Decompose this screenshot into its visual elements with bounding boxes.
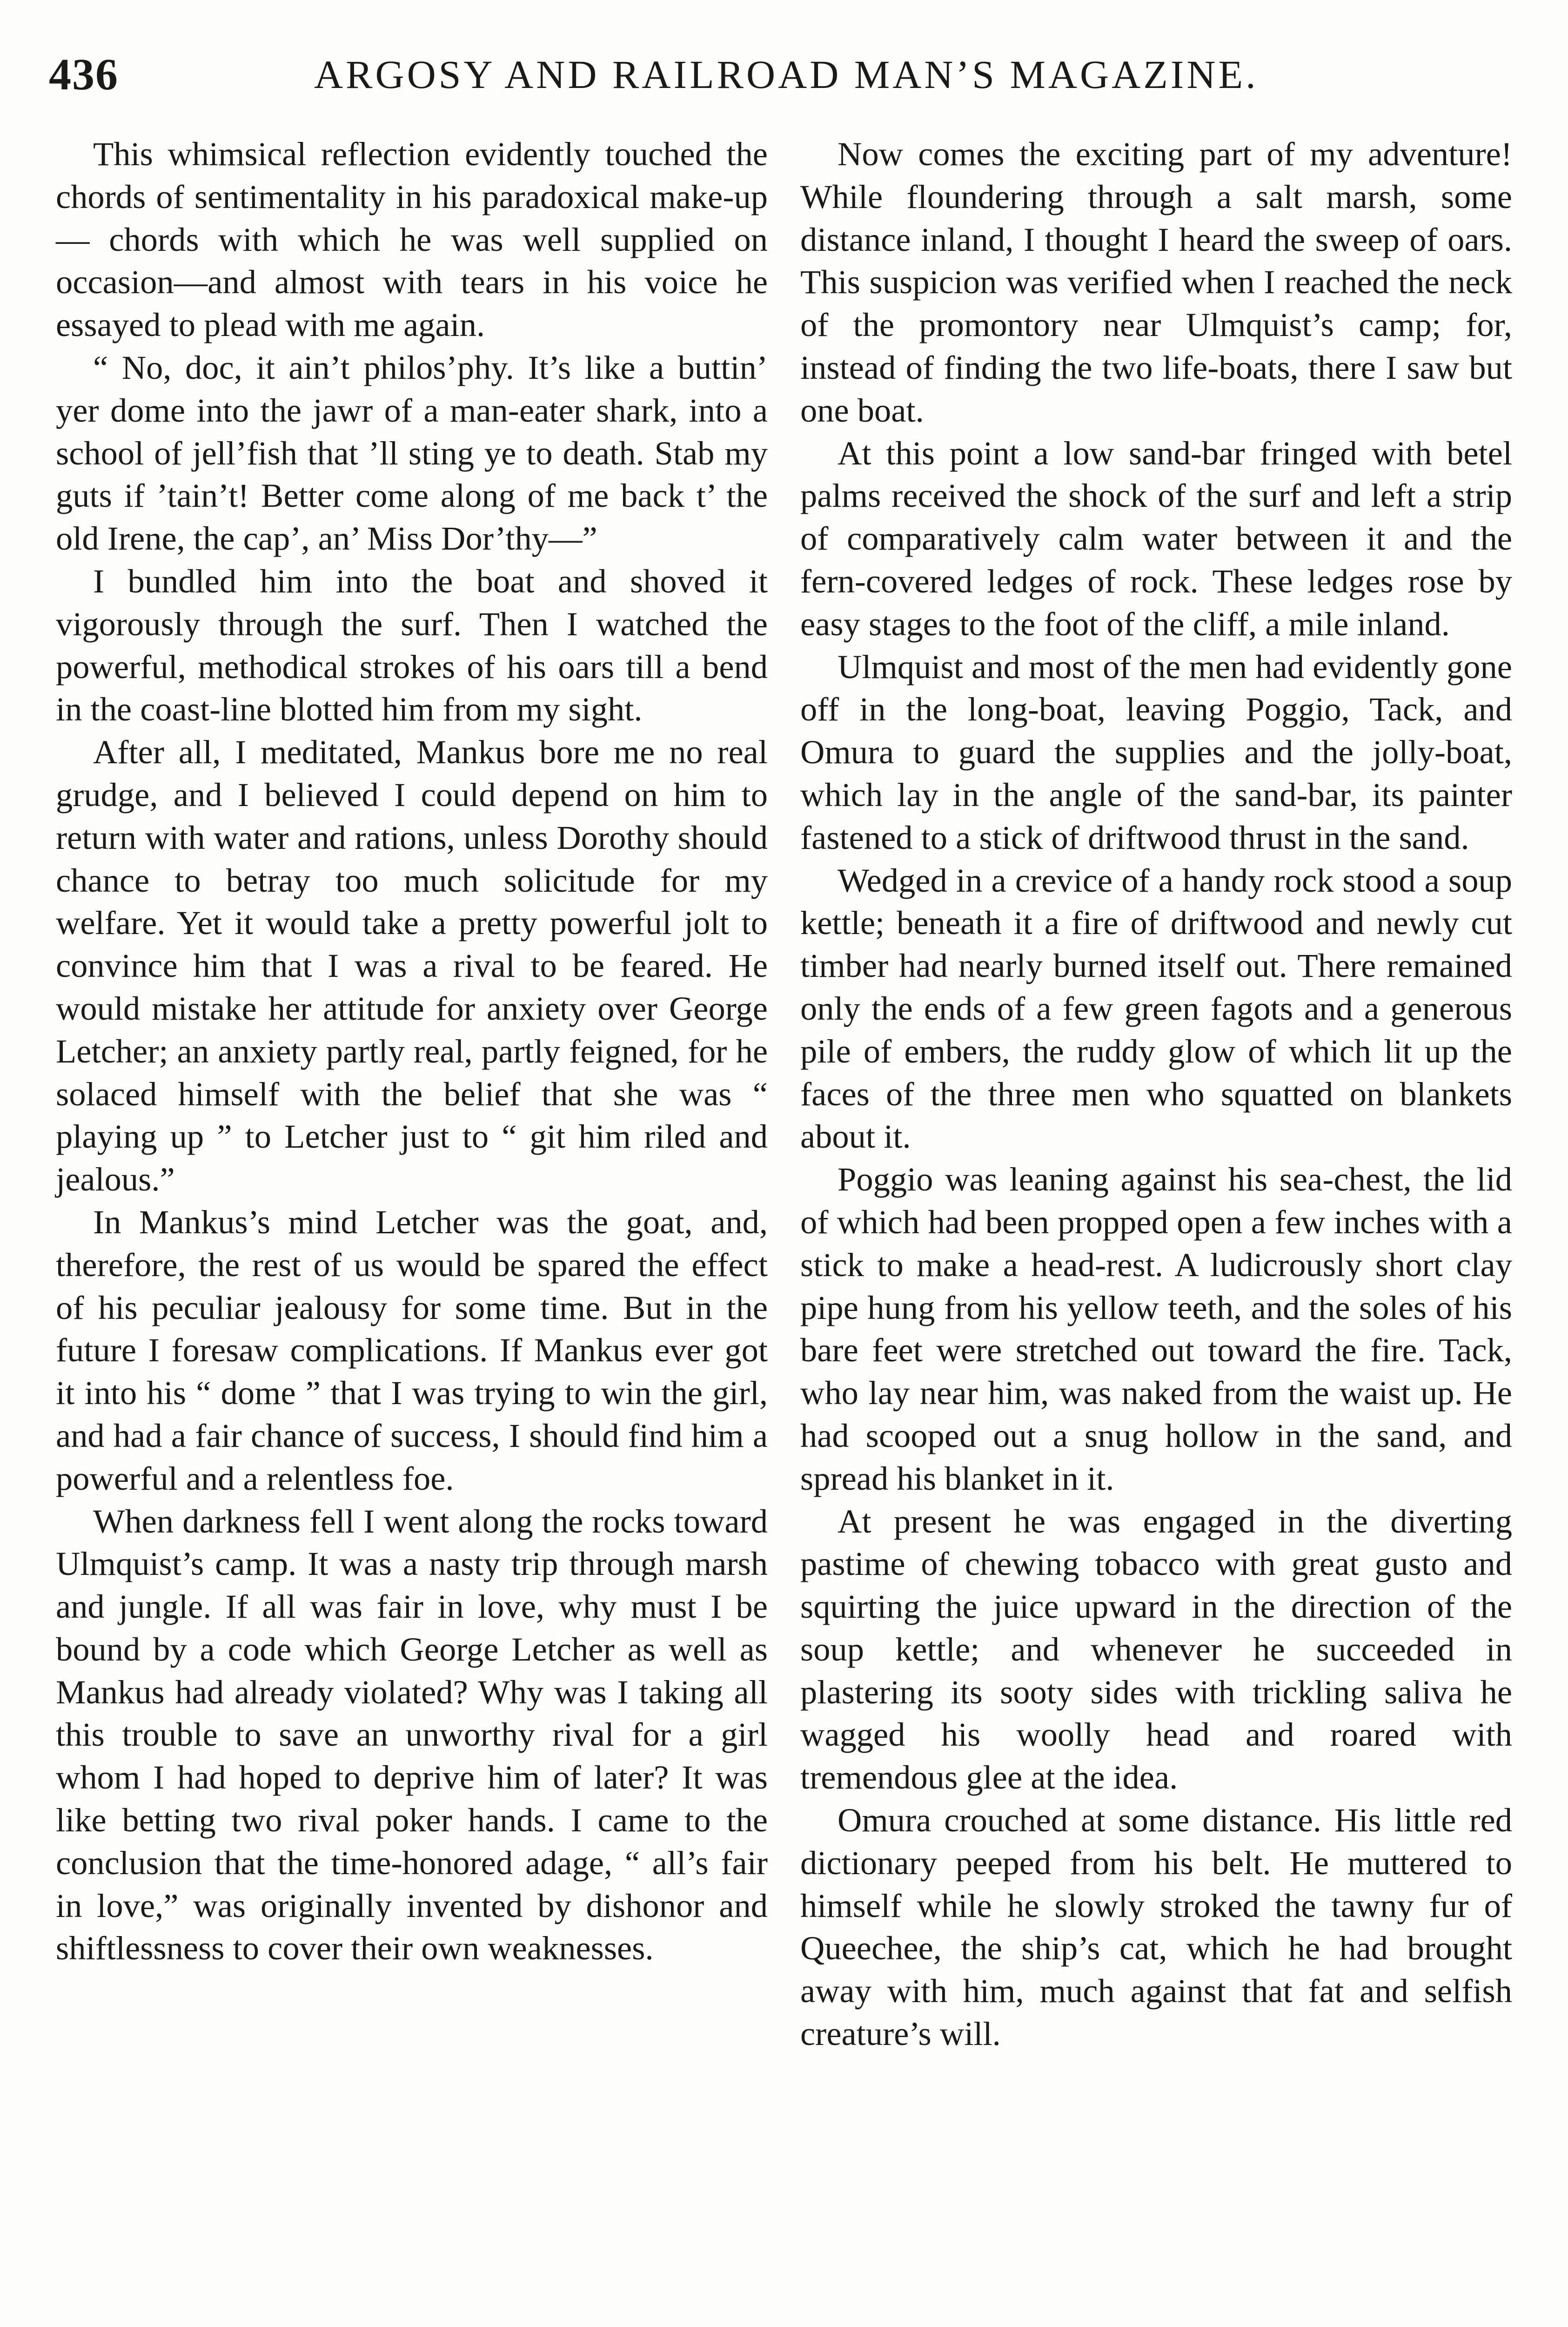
paragraph: In Mankus’s mind Letcher was the goat, and, therefore, the rest of us would be spared the effect of his peculiar jealousy for some time. But in the future I foresaw complications. If Mankus ever got it into his “ dome ” that I was trying to win the girl, and had a fair chance of success, I should find him a powerful and a relentless foe. [56, 1203, 768, 1497]
paragraph: After all, I meditated, Mankus bore me no real grudge, and I believed I could depend on him to return with water and rations, unless Dorothy should chance to betray too much solicitude for my welfare. Yet it would take a pretty powerful jolt to convince him that I was a rival to be feared. He would mistake her attitude for anxiety over George Letcher; an anxiety partly real, partly feigned, for he solaced himself with the belief that she was “ playing up ” to Letcher just to “ git him riled and jealous.” [56, 733, 768, 1198]
paragraph: At present he was engaged in the diverting pastime of chewing tobacco with great gusto and squirting the juice upward in the direction of the soup kettle; and whenever he succeeded in plastering its sooty sides with trickling saliva he wagged his woolly head and roared with tremendous glee at the idea. [800, 1502, 1512, 1796]
paragraph: Poggio was leaning against his sea-chest, the lid of which had been propped open a few inches with a stick to make a head-rest. A ludicrously short clay pipe hung from his yellow teeth, and the soles of his bare feet were stretched out toward the fire. Tack, who lay near him, was naked from the waist up. He had scooped out a snug hollow in the sand, and spread his blanket in it. [800, 1160, 1512, 1497]
paragraph: I bundled him into the boat and shoved it vigorously through the surf. Then I watched the powerful, methodical strokes of his oars till a bend in the coast-line blotted him from my sight. [56, 562, 768, 728]
paragraph: When darkness fell I went along the rocks toward Ulmquist’s camp. It was a nasty trip through marsh and jungle. If all was fair in love, why must I be bound by a code which George Letcher as well as Mankus had already violated? Why was I taking all this trouble to save an unworthy rival for a girl whom I had hoped to deprive him of later? It was like betting two rival poker hands. I came to the conclusion that the time-honored adage, “ all’s fair in love,” was originally invented by dishonor and shiftlessness to cover their own weaknesses. [56, 1502, 768, 1967]
paragraph: This whimsical reflection evidently touched the chords of sentimentality in his paradoxical make-up — chords with which he was well supplied on occasion—and almost with tears in his voice he essayed to plead with me again. [56, 135, 768, 344]
paragraph: Now comes the exciting part of my adventure! While floundering through a salt marsh, some distance inland, I thought I heard the sweep of oars. This suspicion was verified when I reached the neck of the promontory near Ulmquist’s camp; for, instead of finding the two life-boats, there I saw but one boat. [800, 135, 1512, 429]
right-column [800, 133, 1512, 2055]
page-number: 436 [49, 49, 119, 99]
paragraph: “ No, doc, it ain’t philos’phy. It’s like a buttin’ yer dome into the jawr of a man-eater shark, into a school of jell’fish that ’ll sting ye to death. Stab my guts if ’tain’t! Better come along of me back t’ the old Irene, the cap’, an’ Miss Dor’thy—” [56, 348, 768, 558]
left-column [56, 133, 768, 1970]
paragraph: Ulmquist and most of the men had evidently gone off in the long-boat, leaving Poggio, Tack, and Omura to guard the supplies and the jolly-boat, which lay in the angle of the sand-bar, its painter fastened to a stick of driftwood thrust in the sand. [800, 647, 1512, 856]
paragraph: Omura crouched at some distance. His little red dictionary peeped from his belt. He muttered to himself while he slowly stroked the tawny fur of Queechee, the ship’s cat, which he had brought away with him, much against that fat and selfish creature’s will. [800, 1801, 1512, 2053]
magazine-title: ARGOSY AND RAILROAD MAN’S MAGAZINE. [314, 52, 1259, 97]
paragraph: Wedged in a crevice of a handy rock stood a soup kettle; beneath it a fire of driftwood and newly cut timber had nearly burned itself out. There remained only the ends of a few green fagots and a generous pile of embers, the ruddy glow of which lit up the faces of the three men who squatted on blankets about it. [800, 861, 1512, 1156]
running-head [49, 44, 1519, 105]
paragraph: At this point a low sand-bar fringed with betel palms received the shock of the surf and left a strip of comparatively calm water between it and the fern-covered ledges of rock. These ledges rose by easy stages to the foot of the cliff, a mile inland. [800, 434, 1512, 643]
